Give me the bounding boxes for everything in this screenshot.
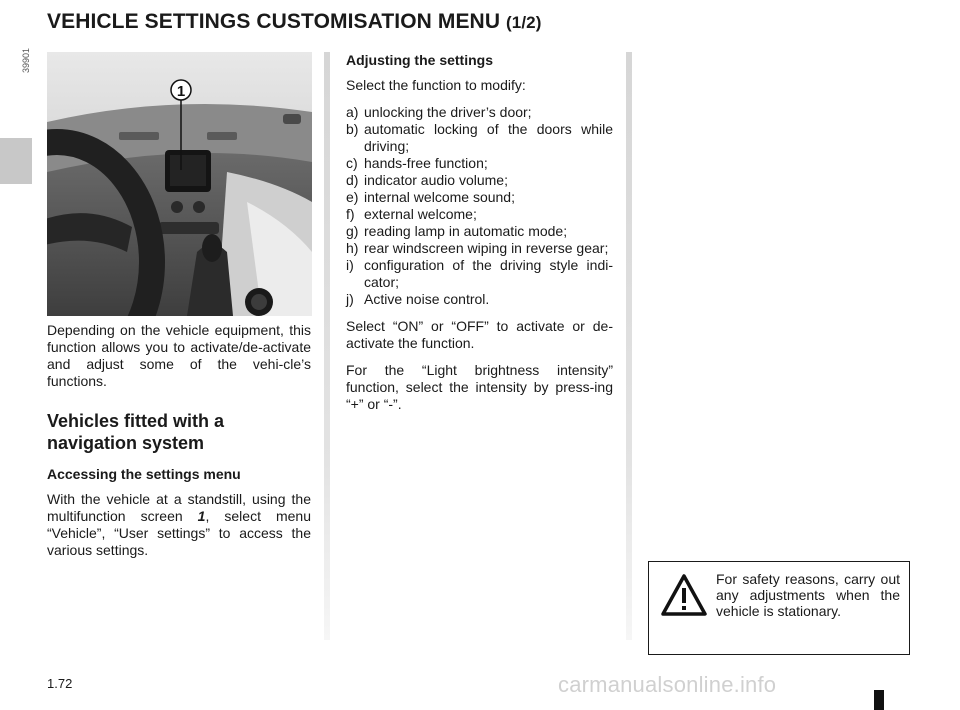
- list-item-text: Active noise control.: [364, 291, 490, 307]
- list-item: [346, 291, 613, 308]
- list-item: [346, 121, 613, 155]
- list-item: [346, 104, 613, 121]
- list-item: [346, 189, 613, 206]
- list-item-label: g): [346, 223, 359, 239]
- corner-mark: [874, 690, 884, 710]
- list-item: [346, 155, 613, 172]
- subheading-accessing: Accessing the settings menu: [47, 466, 241, 482]
- on-off-paragraph: Select “ON” or “OFF” to activate or de-activate the function.: [346, 318, 613, 351]
- list-item-label: j): [346, 291, 354, 307]
- list-item-label: d): [346, 172, 359, 188]
- list-item-label: b): [346, 121, 359, 137]
- intro-paragraph: Depending on the vehicle equipment, this function allows you to activate/de-activate and adjust some of the vehi-cle’s functions.: [47, 322, 311, 389]
- left-column: [47, 322, 311, 569]
- page-title: [47, 10, 542, 34]
- list-item-label: c): [346, 155, 358, 171]
- column-divider: [626, 52, 632, 640]
- section-heading: Vehicles fitted with a navigation system: [47, 411, 225, 453]
- list-item-text: indicator audio volume;: [364, 172, 508, 188]
- list-item-label: f): [346, 206, 355, 222]
- list-item-text: unlocking the driver’s door;: [364, 104, 532, 120]
- safety-warning-box: [648, 561, 910, 655]
- accessing-text-1: With the vehicle at a standstill, using the multifunction screen: [47, 491, 311, 524]
- list-item-label: h): [346, 240, 359, 256]
- warning-text: For safety reasons, carry out any adjustments when the vehicle is stationary.: [716, 571, 900, 619]
- list-item-text: automatic locking of the doors while driving;: [364, 121, 613, 154]
- watermark: carmanualsonline.info: [558, 672, 777, 697]
- list-item: [346, 206, 613, 223]
- column-divider: [324, 52, 330, 640]
- function-list: [346, 104, 613, 308]
- dashboard-illustration: [47, 52, 312, 316]
- page-title-main: VEHICLE SETTINGS CUSTOMISATION MENU: [47, 10, 501, 33]
- list-item: [346, 240, 613, 257]
- list-item-text: configuration of the driving style indi-cator;: [364, 257, 613, 290]
- list-item: [346, 257, 613, 291]
- screen-reference: 1: [197, 508, 206, 524]
- list-item-label: i): [346, 257, 354, 273]
- list-item-label: e): [346, 189, 359, 205]
- select-lead: Select the function to modify:: [346, 77, 526, 93]
- list-item-text: external welcome;: [364, 206, 477, 222]
- page-number: 1.72: [47, 676, 73, 691]
- warning-triangle-icon: [661, 574, 707, 616]
- list-item-text: reading lamp in automatic mode;: [364, 223, 568, 239]
- list-item-label: a): [346, 104, 359, 120]
- dashboard-photo: [47, 52, 312, 316]
- list-item-text: rear windscreen wiping in reverse gear;: [364, 240, 609, 256]
- accessing-text-2: , select menu “Vehicle”, “User settings” to access the various settings.: [47, 508, 311, 558]
- list-item: [346, 172, 613, 189]
- middle-column: [346, 52, 613, 423]
- section-tab: [0, 138, 32, 184]
- list-item-text: internal welcome sound;: [364, 189, 515, 205]
- figure-reference: 39901: [21, 47, 31, 73]
- list-item: [346, 223, 613, 240]
- subheading-adjusting: Adjusting the settings: [346, 52, 493, 68]
- list-item-text: hands-free function;: [364, 155, 488, 171]
- page-title-suffix: (1/2): [506, 13, 542, 32]
- brightness-paragraph: For the “Light brightness intensity” function, select the intensity by press-ing “+” or “-”.: [346, 362, 613, 412]
- callout-number: 1: [176, 83, 186, 100]
- accessing-paragraph: [47, 491, 311, 559]
